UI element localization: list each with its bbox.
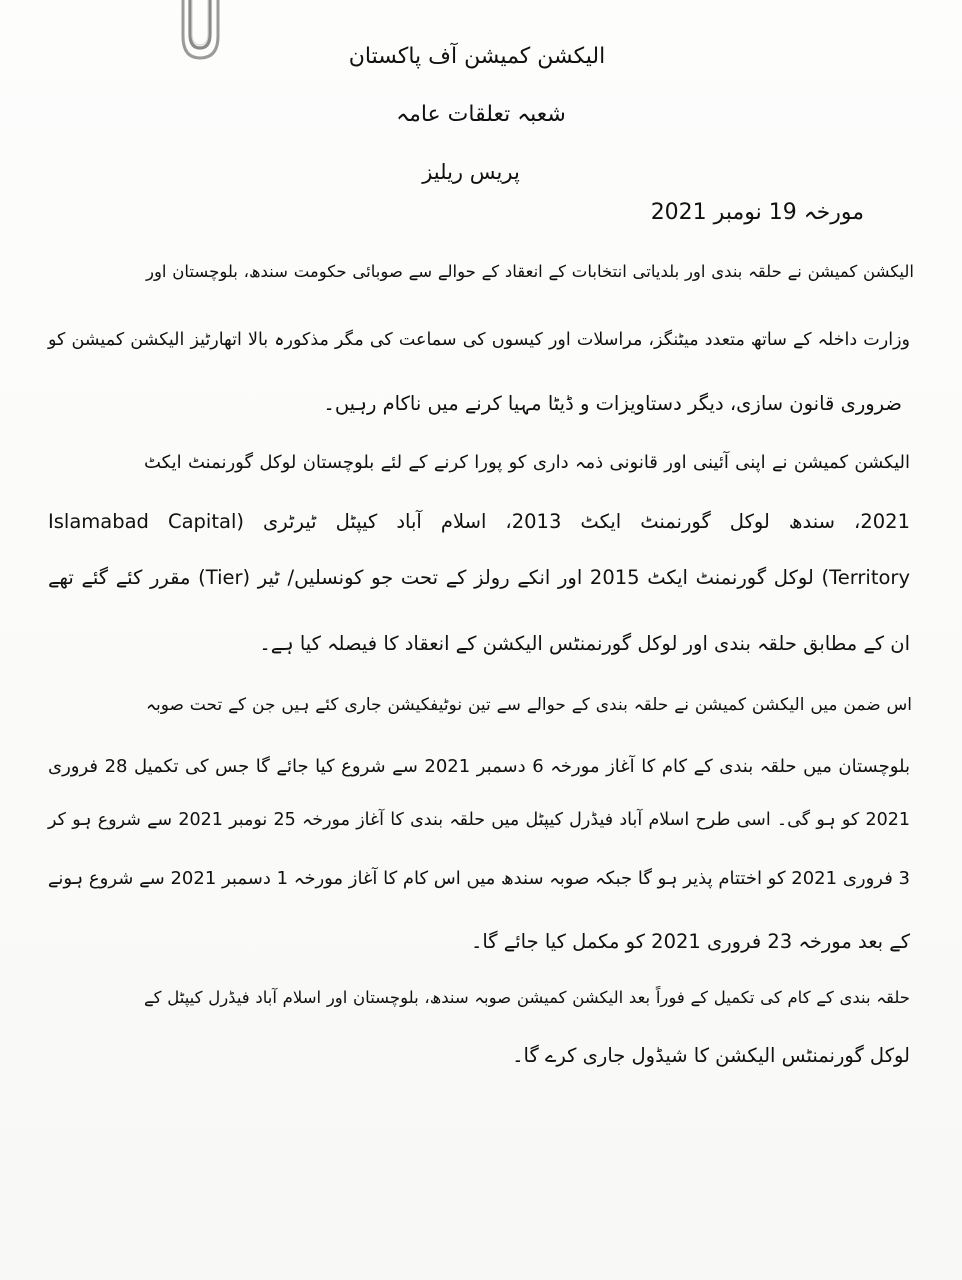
paragraph-line: حلقہ بندی کے کام کی تکمیل کے فوراً بعد الیکشن کمیشن صوبہ سندھ، بلوچستان اور اسلام آباد فیڈرل کیپٹل کے <box>144 988 910 1007</box>
paragraph-line: الیکشن کمیشن نے حلقہ بندی اور بلدیاتی انتخابات کے انعقاد کے حوالے سے صوبائی حکومت سندھ، بلوچستان اور <box>146 262 914 281</box>
organization-heading <box>0 44 958 69</box>
department-heading <box>0 102 962 127</box>
paragraph-line: کے بعد مورخہ 23 فروری 2021 کو مکمل کیا جائے گا۔ <box>470 930 910 953</box>
paragraph-line: 3 فروری 2021 کو اختتام پذیر ہو گا جبکہ صوبہ سندھ میں اس کام کا آغاز مورخہ 1 دسمبر 2021 سے شروع ہونے <box>47 868 910 889</box>
paragraph-line: 2021، سندھ لوکل گورنمنٹ ایکٹ 2013، اسلام آباد کیپٹل ٹیرٹری (Islamabad Capital <box>48 510 910 533</box>
paragraph-line: ضروری قانون سازی، دیگر دستاویزات و ڈیٹا مہیا کرنے میں ناکام رہیں۔ <box>323 392 902 415</box>
paragraph-line: الیکشن کمیشن نے اپنی آئینی اور قانونی ذمہ داری کو پورا کرنے کے لئے بلوچستان لوکل گورنمنٹ ایکٹ <box>144 452 910 473</box>
paragraph-line: 2021 کو ہو گی۔ اسی طرح اسلام آباد فیڈرل کیپٹل میں حلقہ بندی کا آغاز مورخہ 25 نومبر 2021 سے شروع ہو کر <box>48 810 910 830</box>
paragraph-line: لوکل گورنمنٹس الیکشن کا شیڈول جاری کرے گا۔ <box>512 1044 910 1067</box>
release-date: مورخہ 19 نومبر 2021 <box>650 200 864 225</box>
paragraph-line: Territory) لوکل گورنمنٹ ایکٹ 2015 اور انکے رولز کے تحت جو کونسلیں/ ٹیر (Tier) مقرر کئے گئے تھے <box>48 566 910 589</box>
department-name: شعبہ تعلقات عامہ <box>396 102 566 127</box>
paragraph-line: بلوچستان میں حلقہ بندی کے کام کا آغاز مورخہ 6 دسمبر 2021 سے شروع کیا جائے گا جس کی تکمیل 28 فروری <box>48 756 911 777</box>
document-type: پریس ریلیز <box>422 160 520 184</box>
document-type-heading <box>0 160 952 184</box>
paragraph-line: ان کے مطابق حلقہ بندی اور لوکل گورنمنٹس الیکشن کے انعقاد کا فیصلہ کیا ہے۔ <box>259 632 910 655</box>
paragraph-line: وزارت داخلہ کے ساتھ متعدد میٹنگز، مراسلات اور کیسوں کی سماعت کی مگر مذکورہ بالا اتھارٹیز الیکشن کمیشن کو <box>48 330 910 350</box>
organization-name: الیکشن کمیشن آف پاکستان <box>348 44 606 69</box>
paragraph-line: اس ضمن میں الیکشن کمیشن نے حلقہ بندی کے حوالے سے تین نوٹیفکیشن جاری کئے ہیں جن کے تحت صوبہ <box>146 695 912 715</box>
